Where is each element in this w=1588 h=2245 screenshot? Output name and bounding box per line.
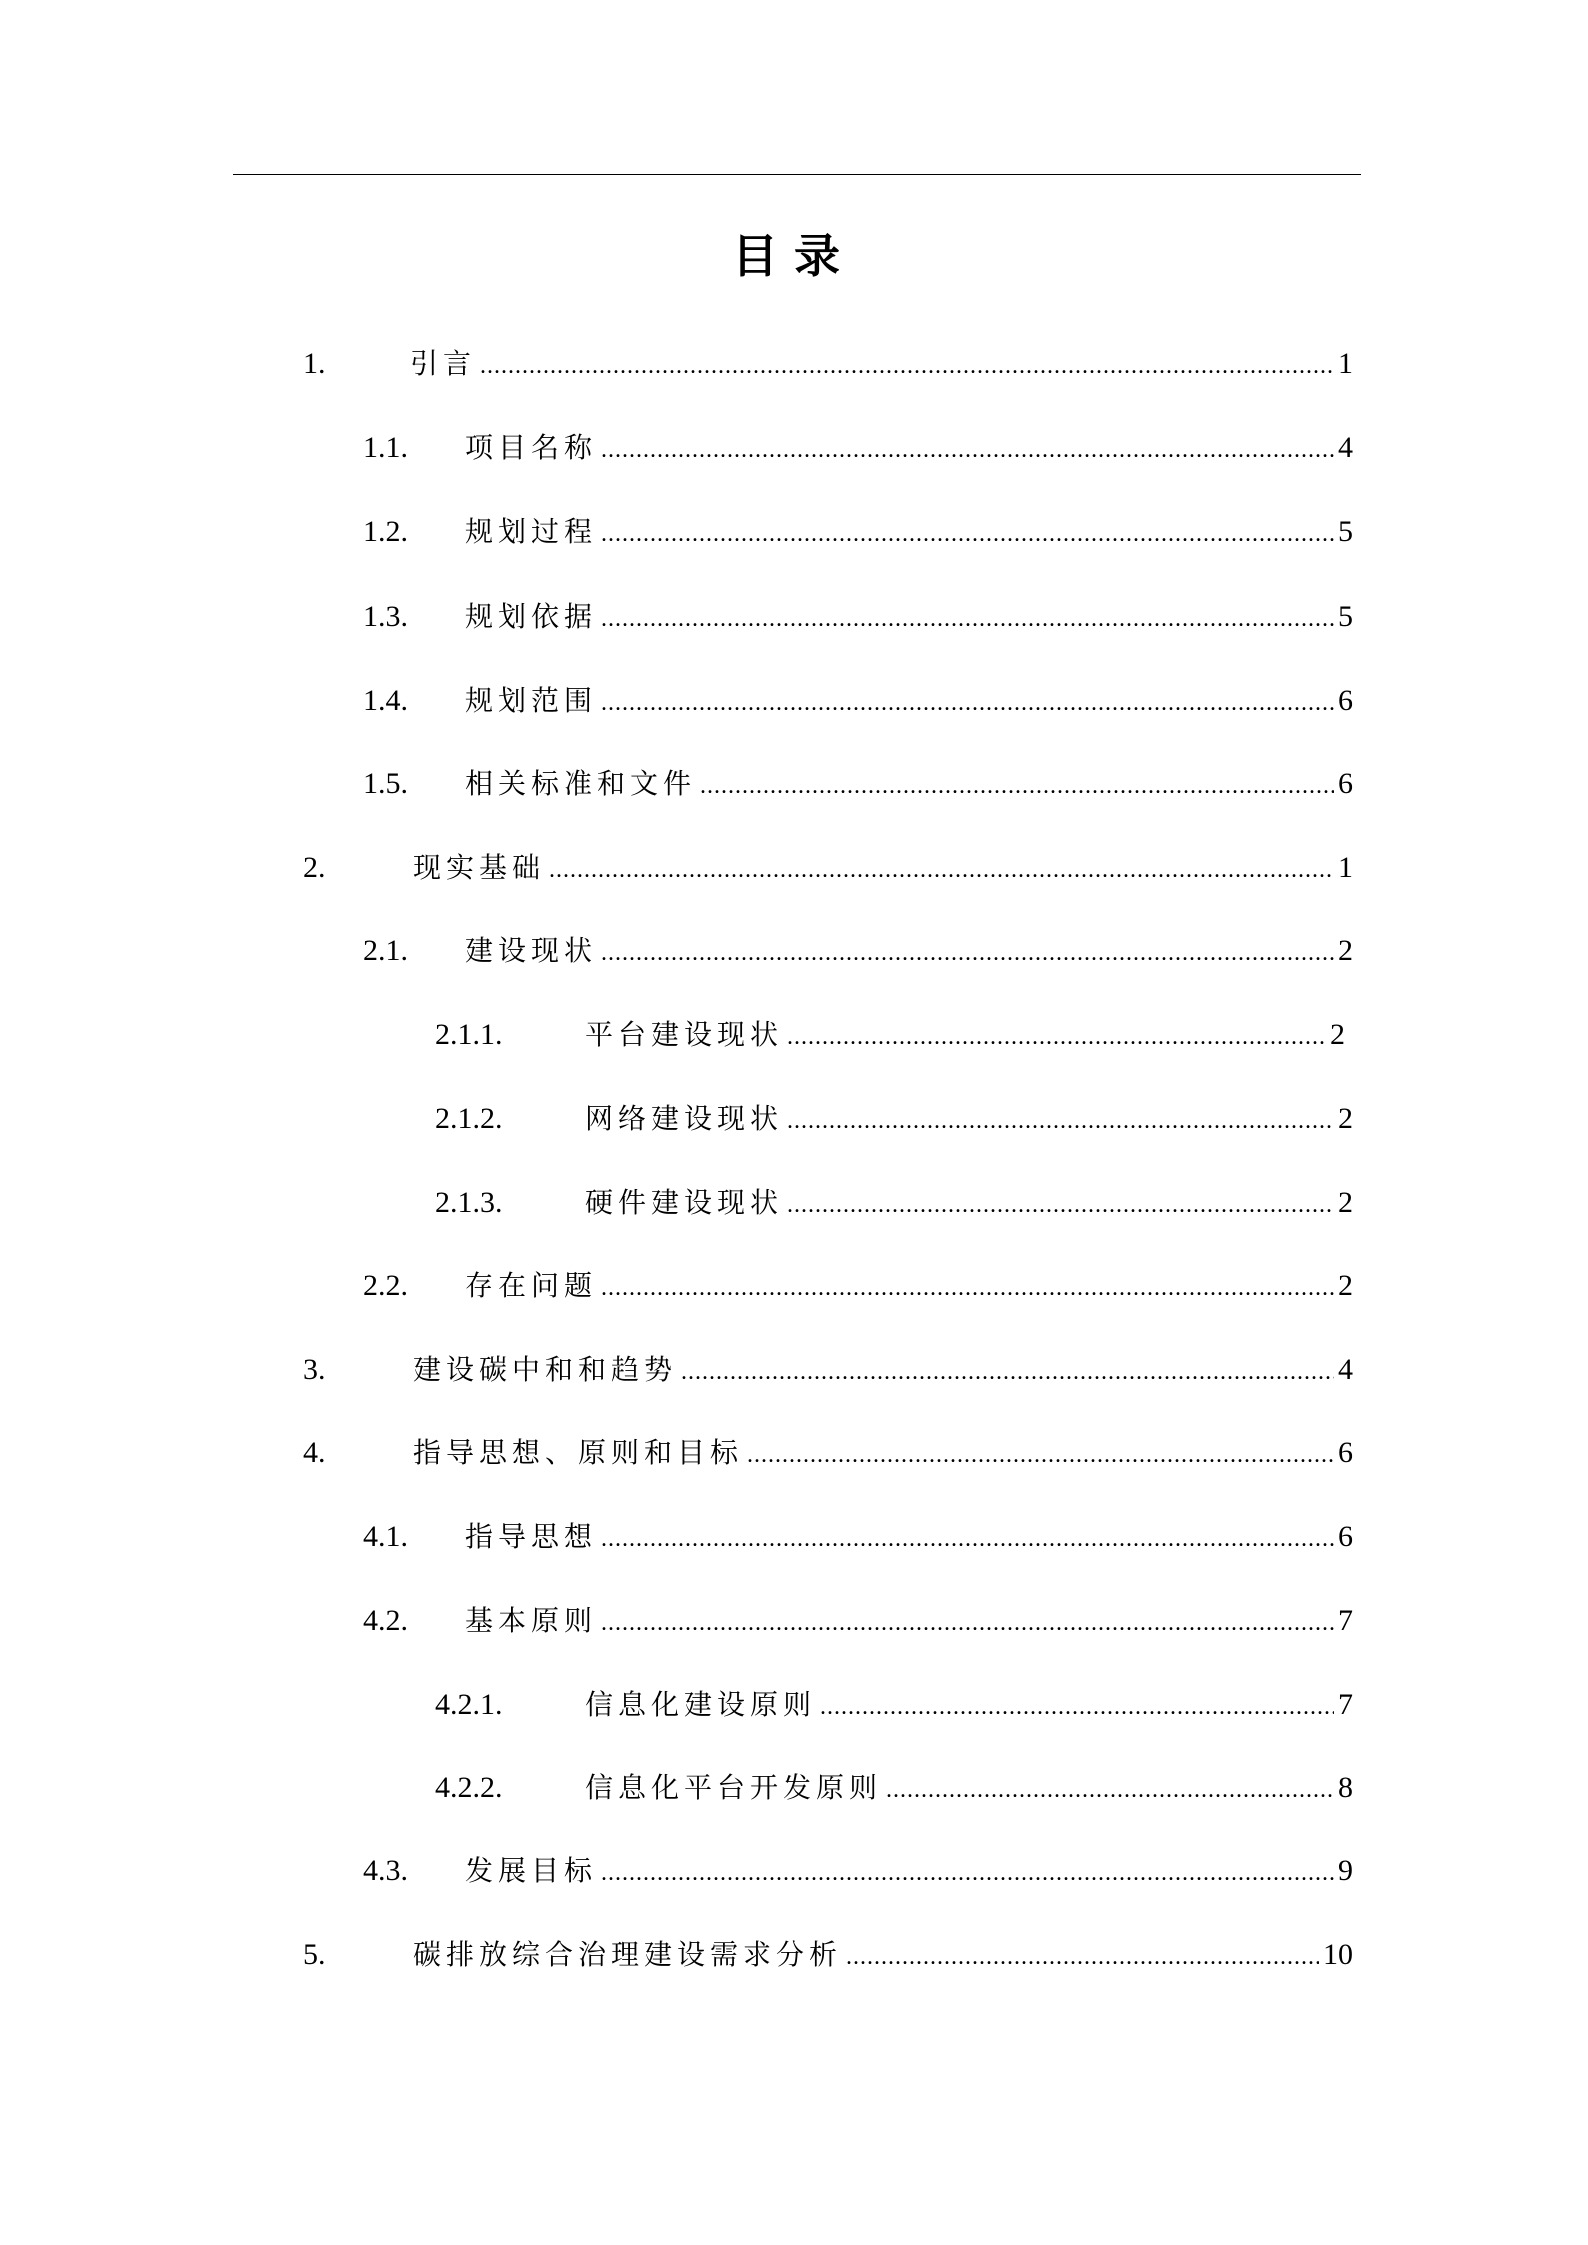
toc-entry-page: 2 bbox=[1338, 1269, 1353, 1302]
toc-entry-text: 建设碳中和和趋势 bbox=[413, 1353, 678, 1386]
toc-entry-text: 指导思想、原则和目标 bbox=[413, 1436, 744, 1469]
toc-entry-number: 2.1.3. bbox=[435, 1186, 503, 1219]
toc-entry[interactable] bbox=[413, 848, 1353, 888]
toc-entry-number: 1.5. bbox=[363, 767, 408, 800]
toc-entry-number: 4.1. bbox=[363, 1520, 408, 1553]
toc-entry-text: 项目名称 bbox=[465, 431, 598, 464]
toc-title: 目录 bbox=[732, 229, 856, 283]
toc-entry-page: 5 bbox=[1338, 515, 1353, 548]
toc-entry-page: 6 bbox=[1338, 684, 1353, 717]
toc-leader-dots bbox=[700, 766, 1334, 806]
toc-entry[interactable] bbox=[585, 1099, 1353, 1139]
toc-entry[interactable] bbox=[413, 1433, 1353, 1473]
toc-entry-page: 7 bbox=[1338, 1688, 1353, 1721]
toc-entry-page: 5 bbox=[1338, 600, 1353, 633]
toc-entry-text: 引言 bbox=[410, 347, 477, 380]
toc-leader-dots bbox=[601, 683, 1334, 723]
toc-entry-number: 1.3. bbox=[363, 600, 408, 633]
toc-leader-dots bbox=[747, 1435, 1334, 1475]
toc-entry-number: 5. bbox=[303, 1938, 326, 1971]
toc-entry-number: 2.2. bbox=[363, 1269, 408, 1302]
toc-entry[interactable] bbox=[465, 597, 1353, 637]
toc-entry-number: 1. bbox=[303, 347, 326, 380]
toc-entry-text: 指导思想 bbox=[465, 1520, 598, 1553]
toc-leader-dots bbox=[601, 1519, 1334, 1559]
toc-entry-text: 基本原则 bbox=[465, 1604, 598, 1637]
toc-entry-text: 规划范围 bbox=[465, 684, 598, 717]
toc-leader-dots bbox=[480, 346, 1334, 386]
toc-entry-page: 6 bbox=[1338, 1436, 1353, 1469]
toc-entry-text: 发展目标 bbox=[465, 1854, 598, 1887]
toc-entry-page: 1 bbox=[1338, 347, 1353, 380]
toc-entry-page: 8 bbox=[1338, 1771, 1353, 1804]
toc-entry-page: 1 bbox=[1338, 851, 1353, 884]
toc-entry-page: 4 bbox=[1338, 1353, 1353, 1386]
toc-entry-page: 10 bbox=[1323, 1938, 1353, 1971]
toc-leader-dots bbox=[787, 1101, 1334, 1141]
toc-entry-text: 相关标准和文件 bbox=[465, 767, 697, 800]
toc-leader-dots bbox=[787, 1185, 1334, 1225]
toc-entry-number: 4.2.1. bbox=[435, 1688, 503, 1721]
toc-leader-dots bbox=[601, 430, 1334, 470]
toc-entry[interactable] bbox=[465, 1851, 1353, 1891]
toc-entry[interactable] bbox=[585, 1768, 1353, 1808]
toc-entry[interactable] bbox=[585, 1183, 1353, 1223]
toc-entry[interactable] bbox=[465, 512, 1353, 552]
toc-leader-dots bbox=[681, 1352, 1334, 1392]
toc-entry-page: 6 bbox=[1338, 1520, 1353, 1553]
toc-entry-number: 4.3. bbox=[363, 1854, 408, 1887]
toc-entry-text: 硬件建设现状 bbox=[585, 1186, 784, 1219]
toc-entry-text: 信息化平台开发原则 bbox=[585, 1771, 883, 1804]
toc-leader-dots bbox=[601, 599, 1334, 639]
toc-entry[interactable] bbox=[410, 344, 1353, 384]
toc-entry-number: 1.1. bbox=[363, 431, 408, 464]
toc-entry-page: 2 bbox=[1338, 1102, 1353, 1135]
toc-entry[interactable] bbox=[465, 764, 1353, 804]
toc-entry[interactable] bbox=[465, 1266, 1353, 1306]
toc-entry[interactable] bbox=[465, 1601, 1353, 1641]
toc-entry-number: 2.1.2. bbox=[435, 1102, 503, 1135]
toc-entry-number: 4.2.2. bbox=[435, 1771, 503, 1804]
toc-entry-text: 碳排放综合治理建设需求分析 bbox=[413, 1938, 843, 1971]
toc-entry[interactable] bbox=[585, 1685, 1353, 1725]
toc-entry[interactable] bbox=[465, 1517, 1353, 1557]
toc-entry-text: 规划过程 bbox=[465, 515, 598, 548]
toc-entry[interactable] bbox=[585, 1015, 1345, 1055]
toc-entry-page: 2 bbox=[1330, 1018, 1345, 1051]
toc-leader-dots bbox=[549, 850, 1334, 890]
toc-entry-text: 现实基础 bbox=[413, 851, 546, 884]
toc-entry-text: 网络建设现状 bbox=[585, 1102, 784, 1135]
toc-leader-dots bbox=[846, 1937, 1319, 1977]
toc-leader-dots bbox=[601, 1853, 1334, 1893]
toc-entry-page: 4 bbox=[1338, 431, 1353, 464]
toc-entry-page: 2 bbox=[1338, 1186, 1353, 1219]
toc-entry-text: 信息化建设原则 bbox=[585, 1688, 817, 1721]
toc-entry-text: 规划依据 bbox=[465, 600, 598, 633]
toc-entry-page: 7 bbox=[1338, 1604, 1353, 1637]
toc-entry-page: 2 bbox=[1338, 934, 1353, 967]
toc-leader-dots bbox=[601, 933, 1334, 973]
toc-entry-number: 4. bbox=[303, 1436, 326, 1469]
toc-leader-dots bbox=[787, 1017, 1326, 1057]
toc-entry-page: 6 bbox=[1338, 767, 1353, 800]
toc-entry-number: 1.4. bbox=[363, 684, 408, 717]
toc-entry[interactable] bbox=[465, 428, 1353, 468]
toc-entry[interactable] bbox=[465, 681, 1353, 721]
toc-entry-page: 9 bbox=[1338, 1854, 1353, 1887]
toc-entry[interactable] bbox=[465, 931, 1353, 971]
toc-leader-dots bbox=[601, 1268, 1334, 1308]
toc-entry-text: 存在问题 bbox=[465, 1269, 598, 1302]
toc-entry-number: 2. bbox=[303, 851, 326, 884]
toc-leader-dots bbox=[886, 1770, 1334, 1810]
toc-entry[interactable] bbox=[413, 1935, 1353, 1975]
toc-entry-number: 4.2. bbox=[363, 1604, 408, 1637]
toc-entry[interactable] bbox=[413, 1350, 1353, 1390]
toc-entry-number: 2.1.1. bbox=[435, 1018, 503, 1051]
toc-entry-number: 1.2. bbox=[363, 515, 408, 548]
toc-leader-dots bbox=[601, 514, 1334, 554]
toc-entry-number: 2.1. bbox=[363, 934, 408, 967]
toc-entry-text: 建设现状 bbox=[465, 934, 598, 967]
toc-leader-dots bbox=[820, 1687, 1334, 1727]
toc-entry-text: 平台建设现状 bbox=[585, 1018, 784, 1051]
toc-entry-number: 3. bbox=[303, 1353, 326, 1386]
toc-leader-dots bbox=[601, 1603, 1334, 1643]
